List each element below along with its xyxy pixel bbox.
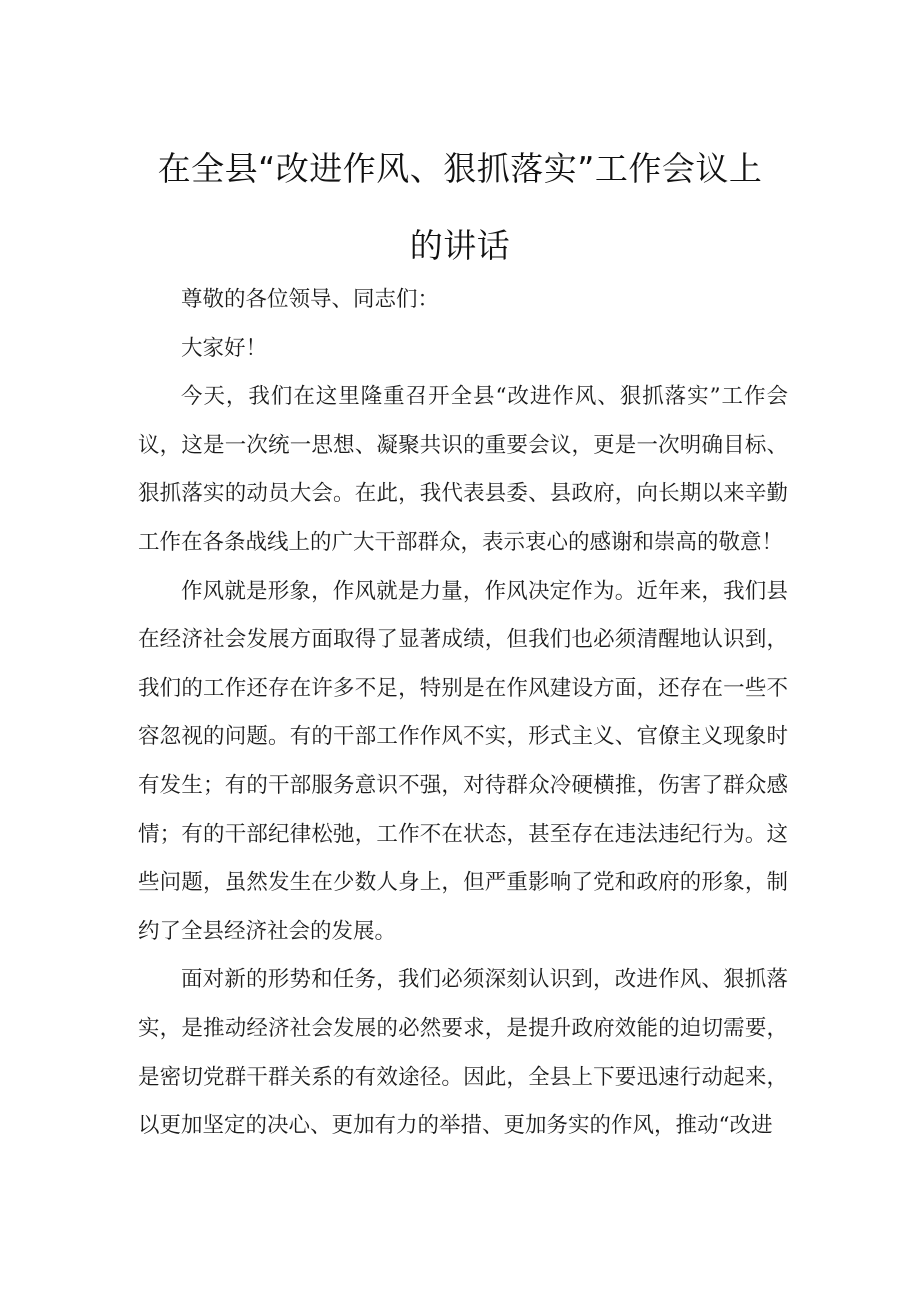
salutation: 尊敬的各位领导、同志们：	[181, 287, 440, 312]
paragraph-opening: 今天，我们在这里隆重召开全县“改进作风、狠抓落实”工作会议，这是一次统一思想、凝聚共识的重要会议，更是一次明确目标、狠抓落实的动员大会。在此，我代表县委、县政府，向长期以来辛勤工作在各条战线上的广大干部群众，表示衷心的感谢和崇高的敬意！	[138, 384, 788, 555]
document-body	[138, 276, 788, 1151]
greeting: 大家好！	[181, 335, 268, 361]
document-title-line-2: 的讲话	[409, 226, 511, 265]
paragraph-requirements: 面对新的形势和任务，我们必须深刻认识到，改进作风、狠抓落实，是推动经济社会发展的必然要求，是提升政府效能的迫切需要，是密切党群干群关系的有效途径。因此，全县上下要迅速行动起来，以更加坚定的决心、更加有力的举措、更加务实的作风，推动“改进	[138, 967, 788, 1139]
paragraph-style-issues: 作风就是形象，作风就是力量，作风决定作为。近年来，我们县在经济社会发展方面取得了显著成绩，但我们也必须清醒地认识到，我们的工作还存在许多不足，特别是在作风建设方面，还存在一些不容忽视的问题。有的干部工作作风不实，形式主义、官僚主义现象时有发生；有的干部服务意识不强，对待群众冷硬横推，伤害了群众感情；有的干部纪律松弛，工作不在状态，甚至存在违法违纪行为。这些问题，虽然发生在少数人身上，但严重影响了党和政府的形象，制约了全县经济社会的发展。	[138, 578, 788, 944]
document-title-line-1: 在全县“改进作风、狠抓落实”工作会议上	[157, 149, 763, 188]
